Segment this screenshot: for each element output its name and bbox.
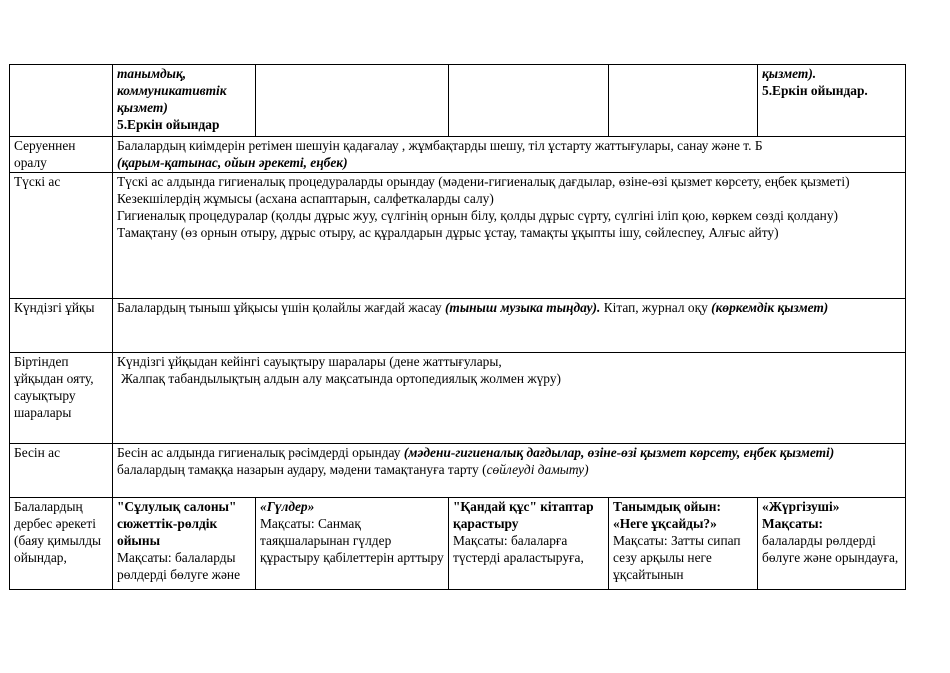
cell-continuation <box>113 65 256 137</box>
cell-empty <box>449 65 609 137</box>
cell-text: қызмет). <box>762 66 817 81</box>
activity-goal: балаларды рөлдерді бөлуге және орындауға, <box>762 533 899 565</box>
schedule-table <box>9 64 906 590</box>
cell-text: Түскі ас алдында гигиеналық процедураларды орындау (мәдени-гигиеналық дағдылар, өзіне-өзі қызмет көрсету, еңбек қызметі) <box>117 174 850 189</box>
cell-text: Балалардың киімдерін ретімен шешуін қадағалау , жұмбақтарды шешу, тіл ұстарту жаттығулары, санау және т. Б <box>117 138 763 153</box>
activity-title: «Гүлдер» <box>260 499 315 514</box>
row-content <box>113 137 906 173</box>
table-row <box>10 173 906 299</box>
activity-cell <box>256 498 449 590</box>
cell-empty <box>256 65 449 137</box>
activity-goal: Мақсаты: балаларды рөлдерді бөлуге және <box>117 550 241 582</box>
cell-text: Балалардың тыныш ұйқысы үшін қолайлы жағдай жасау <box>117 300 442 315</box>
cell-text: (қарым-қатынас, ойын әрекеті, еңбек) <box>117 155 348 170</box>
cell-continuation <box>758 65 906 137</box>
row-label: Түскі ас <box>10 173 113 299</box>
cell-text: Кітап, журнал оқу <box>600 300 708 315</box>
cell-text: (көркемдік қызмет) <box>711 300 829 315</box>
row-content <box>113 173 906 299</box>
cell-text: (тыныш музыка тыңдау). <box>444 300 601 315</box>
activity-cell <box>449 498 609 590</box>
cell-text: балалардың тамаққа назарын аудару, мәдени тамақтануға тарту ( <box>117 462 487 477</box>
row-content <box>113 353 906 444</box>
cell-text: Кезекшілердің жұмысы (асхана аспаптарын, салфеткаларды салу) <box>117 191 494 206</box>
activity-title: "Сұлулық салоны" сюжеттік-рөлдік ойыны <box>117 499 237 548</box>
cell-text: 5.Еркін ойындар. <box>762 83 868 98</box>
cell-text: қызмет) <box>117 100 168 115</box>
activity-goal: Мақсаты: балаларға түстерді араластыруға, <box>453 533 584 565</box>
row-content <box>113 444 906 498</box>
cell-text: Бесін ас алдында гигиеналық рәсімдерді орындау <box>117 445 404 460</box>
cell-text: 5.Еркін ойындар <box>117 117 220 132</box>
table-row <box>10 137 906 173</box>
activity-title: "Қандай құс" кітаптар қарастыру <box>453 499 594 531</box>
table-row <box>10 65 906 137</box>
cell-text: Гигиеналық процедуралар (қолды дұрыс жуу, сүлгінің орнын білу, қолды дұрыс сүрту, сүлгіні іліп қою, көркем сөзді қолдану) <box>117 208 838 223</box>
cell-text: Жалпақ табандылықтың алдын алу мақсатында ортопедиялық жолмен жүру) <box>121 371 561 386</box>
row-label: Біртіндеп ұйқыдан ояту, сауықтыру шаралары <box>10 353 113 444</box>
row-label: Күндізгі ұйқы <box>10 299 113 353</box>
cell-text: Күндізгі ұйқыдан кейінгі сауықтыру шаралары (дене жаттығулары, <box>117 354 502 369</box>
cell-empty <box>10 65 113 137</box>
activity-title: «Жүргізуші» Мақсаты: <box>762 499 840 531</box>
row-label: Балалардың дербес әрекеті (баяу қимылды ойындар, <box>10 498 113 590</box>
cell-text: коммуникативтік <box>117 83 227 98</box>
cell-text: танымдық, <box>117 66 187 81</box>
row-label: Серуеннен оралу <box>10 137 113 173</box>
activity-title: Танымдық ойын: «Неге ұқсайды?» <box>613 499 721 531</box>
cell-text: (мәдени-гигиеналық дағдылар, өзіне-өзі қызмет көрсету, еңбек қызметі) <box>403 445 835 460</box>
activity-cell <box>609 498 758 590</box>
activity-cell <box>113 498 256 590</box>
table-row <box>10 444 906 498</box>
activity-goal: Мақсаты: Санмақ таяқшаларынан гүлдер құрастыру қабілеттерін арттыру <box>260 516 444 565</box>
table-row <box>10 299 906 353</box>
row-content <box>113 299 906 353</box>
activity-cell <box>758 498 906 590</box>
cell-text: сөйлеуді дамыту) <box>486 462 589 477</box>
cell-empty <box>609 65 758 137</box>
activity-goal: Мақсаты: Затты сипап сезу арқылы неге ұқсайтынын <box>613 533 741 582</box>
table-row <box>10 353 906 444</box>
row-label: Бесін ас <box>10 444 113 498</box>
cell-text: Тамақтану (өз орнын отыру, дұрыс отыру, ас құралдарын дұрыс ұстау, тамақты ұқыпты ішу, сөйлеспеу, Алғыс айту) <box>117 225 779 240</box>
table-row <box>10 498 906 590</box>
